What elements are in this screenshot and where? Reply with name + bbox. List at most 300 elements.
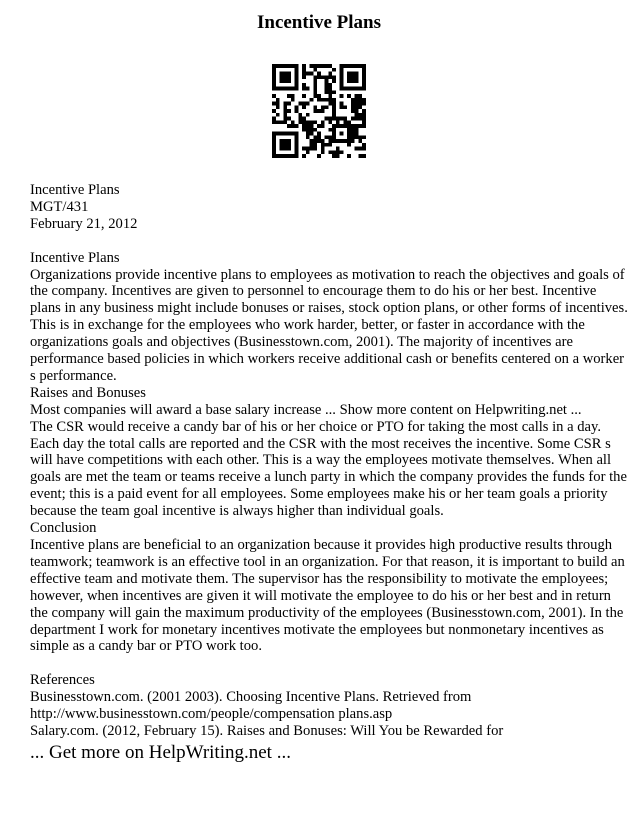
qr-module xyxy=(332,68,336,72)
qr-module xyxy=(283,143,287,147)
qr-module xyxy=(283,102,287,106)
qr-module xyxy=(325,117,329,121)
qr-module xyxy=(328,117,332,121)
header-line: Incentive Plans xyxy=(30,182,120,198)
qr-module xyxy=(287,132,291,136)
qr-module xyxy=(328,72,332,76)
qr-module xyxy=(287,109,291,113)
qr-module xyxy=(298,117,302,121)
qr-module xyxy=(310,120,314,124)
qr-module xyxy=(358,94,362,98)
qr-module xyxy=(351,135,355,139)
qr-module xyxy=(358,147,362,151)
qr-module xyxy=(328,139,332,143)
qr-module xyxy=(272,154,276,158)
qr-module xyxy=(332,139,336,143)
header-line: MGT/431 xyxy=(30,198,89,215)
qr-module xyxy=(291,132,295,136)
qr-module xyxy=(291,124,295,128)
qr-module xyxy=(313,87,317,91)
qr-module xyxy=(283,75,287,79)
qr-module xyxy=(328,83,332,87)
qr-module xyxy=(362,135,366,139)
qr-module xyxy=(358,139,362,143)
body-line: because the team goal incentive is always higher than individual goals. xyxy=(30,503,444,520)
qr-module xyxy=(287,139,291,143)
qr-module xyxy=(283,132,287,136)
qr-module xyxy=(276,98,280,102)
qr-module xyxy=(328,102,332,106)
qr-module xyxy=(355,79,359,83)
qr-module xyxy=(332,105,336,109)
qr-module xyxy=(313,120,317,124)
qr-module xyxy=(355,105,359,109)
body-line: effective team and motivate them. The supervisor has the responsibility to motivate the employees; xyxy=(30,570,609,587)
qr-module xyxy=(272,72,276,76)
qr-module xyxy=(332,128,336,132)
qr-module xyxy=(355,113,359,117)
qr-module xyxy=(295,75,299,79)
qr-module xyxy=(332,135,336,139)
qr-module xyxy=(272,150,276,154)
qr-module xyxy=(362,113,366,117)
qr-module xyxy=(347,64,351,68)
qr-module xyxy=(287,154,291,158)
qr-code-icon xyxy=(272,64,366,158)
qr-module xyxy=(351,79,355,83)
qr-module xyxy=(351,128,355,132)
qr-module xyxy=(295,154,299,158)
qr-module xyxy=(351,139,355,143)
qr-module xyxy=(325,75,329,79)
qr-module xyxy=(302,147,306,151)
qr-module xyxy=(340,132,344,136)
qr-module xyxy=(295,72,299,76)
qr-module xyxy=(306,124,310,128)
qr-module xyxy=(313,79,317,83)
qr-module xyxy=(321,98,325,102)
qr-module xyxy=(287,117,291,121)
body-line: simple as a candy bar or PTO work too. xyxy=(30,638,262,655)
qr-module xyxy=(362,102,366,106)
qr-module xyxy=(317,72,321,76)
qr-module xyxy=(272,75,276,79)
body-line: This is in exchange for the employees who work harder, better, or faster in accordance with the xyxy=(30,317,585,334)
qr-module xyxy=(362,72,366,76)
qr-module xyxy=(280,72,284,76)
qr-module xyxy=(280,79,284,83)
qr-module xyxy=(347,143,351,147)
qr-module xyxy=(317,139,321,143)
qr-module xyxy=(276,113,280,117)
qr-module xyxy=(347,132,351,136)
qr-module xyxy=(340,102,344,106)
body-line: plans in any business might include bonuses or raises, stock option plans, or other forms of incentives. xyxy=(30,300,628,317)
body-line: the company will gain the maximum productivity of the employees (Businesstown.com, 2001). In the xyxy=(30,604,624,621)
qr-module xyxy=(295,109,299,113)
qr-module xyxy=(313,90,317,94)
qr-module xyxy=(362,83,366,87)
qr-module xyxy=(313,75,317,79)
qr-module xyxy=(313,94,317,98)
qr-module xyxy=(340,72,344,76)
body-line: however, when incentives are given it will motivate the employee to do his or her best and in return xyxy=(30,587,611,604)
qr-module xyxy=(343,87,347,91)
qr-module xyxy=(347,124,351,128)
qr-module xyxy=(276,64,280,68)
qr-module xyxy=(283,109,287,113)
qr-module xyxy=(287,102,291,106)
qr-module xyxy=(340,117,344,121)
qr-module xyxy=(328,120,332,124)
qr-module xyxy=(351,109,355,113)
qr-module xyxy=(351,117,355,121)
qr-module xyxy=(317,124,321,128)
qr-module xyxy=(332,109,336,113)
qr-module xyxy=(358,102,362,106)
qr-module xyxy=(325,90,329,94)
qr-module xyxy=(291,64,295,68)
qr-module xyxy=(362,87,366,91)
qr-module xyxy=(362,68,366,72)
qr-module xyxy=(351,64,355,68)
qr-module xyxy=(313,143,317,147)
body-line: event; this is a paid event for all employees. Some employees make his or her team goals a priority xyxy=(30,486,608,503)
qr-module xyxy=(276,87,280,91)
body-line: Incentive plans are beneficial to an organization because it provides high productive results through xyxy=(30,537,613,554)
qr-module xyxy=(283,64,287,68)
qr-module xyxy=(340,150,344,154)
qr-module xyxy=(325,135,329,139)
qr-module xyxy=(310,64,314,68)
qr-module xyxy=(347,135,351,139)
qr-module xyxy=(340,105,344,109)
qr-module xyxy=(298,120,302,124)
qr-module xyxy=(321,143,325,147)
qr-module xyxy=(283,139,287,143)
qr-module xyxy=(295,132,299,136)
qr-module xyxy=(283,113,287,117)
qr-module xyxy=(295,68,299,72)
qr-module xyxy=(272,143,276,147)
qr-module xyxy=(302,64,306,68)
qr-module xyxy=(283,79,287,83)
qr-module xyxy=(283,117,287,121)
qr-module xyxy=(351,132,355,136)
qr-module xyxy=(355,94,359,98)
qr-module xyxy=(306,87,310,91)
qr-module xyxy=(298,113,302,117)
qr-module xyxy=(310,132,314,136)
qr-module xyxy=(317,154,321,158)
qr-module xyxy=(306,132,310,136)
qr-module xyxy=(347,87,351,91)
qr-module xyxy=(355,109,359,113)
qr-module xyxy=(313,135,317,139)
qr-module xyxy=(295,87,299,91)
qr-module xyxy=(287,79,291,83)
qr-module xyxy=(295,147,299,151)
qr-module xyxy=(280,132,284,136)
qr-module xyxy=(272,120,276,124)
qr-module xyxy=(321,120,325,124)
qr-module xyxy=(351,75,355,79)
qr-module xyxy=(355,117,359,121)
qr-module xyxy=(276,102,280,106)
paragraph-gap xyxy=(30,655,610,672)
qr-module xyxy=(272,87,276,91)
qr-module xyxy=(336,150,340,154)
qr-module xyxy=(302,105,306,109)
qr-module xyxy=(347,128,351,132)
qr-module xyxy=(351,87,355,91)
qr-module xyxy=(362,117,366,121)
qr-module xyxy=(280,143,284,147)
qr-module xyxy=(283,147,287,151)
qr-module xyxy=(272,83,276,87)
qr-module xyxy=(310,124,314,128)
body-line: teamwork; teamwork is an effective tool in an organization. For that reason, it is important to build an xyxy=(30,553,625,570)
qr-module xyxy=(313,83,317,87)
helpwriting-footer-link[interactable]: ... Get more on HelpWriting.net ... xyxy=(30,742,291,763)
qr-module xyxy=(343,105,347,109)
qr-module xyxy=(302,83,306,87)
qr-module xyxy=(310,98,314,102)
qr-module xyxy=(328,64,332,68)
qr-module xyxy=(306,135,310,139)
header-line: February 21, 2012 xyxy=(30,215,138,232)
reference-line: Salary.com. (2012, February 15). Raises and Bonuses: Will You be Rewarded for xyxy=(30,722,504,739)
qr-module xyxy=(317,109,321,113)
qr-module xyxy=(295,79,299,83)
body-line: goals are met the team or teams receive a lunch party in which the company provides the funds for the xyxy=(30,469,627,486)
qr-module xyxy=(317,135,321,139)
body-line: Raises and Bonuses xyxy=(30,384,146,401)
qr-module xyxy=(332,75,336,79)
qr-module xyxy=(310,143,314,147)
qr-module xyxy=(328,135,332,139)
qr-module xyxy=(287,94,291,98)
qr-module xyxy=(336,124,340,128)
qr-module xyxy=(332,124,336,128)
qr-module xyxy=(317,94,321,98)
qr-module xyxy=(302,87,306,91)
qr-module xyxy=(291,98,295,102)
qr-module xyxy=(295,143,299,147)
body-line: Each day the total calls are reported and the CSR with the most receives the incentive. Some CSR s xyxy=(30,435,611,452)
qr-module xyxy=(302,72,306,76)
qr-module xyxy=(291,87,295,91)
paragraph-gap xyxy=(30,233,610,250)
qr-module xyxy=(280,64,284,68)
qr-module xyxy=(358,87,362,91)
qr-module xyxy=(317,75,321,79)
qr-module xyxy=(358,135,362,139)
qr-module xyxy=(302,75,306,79)
qr-module xyxy=(280,87,284,91)
qr-module xyxy=(302,94,306,98)
qr-module xyxy=(355,98,359,102)
qr-module xyxy=(343,139,347,143)
qr-module xyxy=(340,139,344,143)
qr-module xyxy=(306,102,310,106)
qr-module xyxy=(332,154,336,158)
qr-module xyxy=(340,87,344,91)
qr-module xyxy=(310,139,314,143)
qr-module xyxy=(313,109,317,113)
body-line: Incentive Plans xyxy=(30,249,120,266)
qr-module xyxy=(287,143,291,147)
qr-module xyxy=(332,132,336,136)
qr-module xyxy=(347,94,351,98)
body-line: The CSR would receive a candy bar of his or her choice or PTO for taking the most calls in a day. xyxy=(30,418,602,435)
qr-module xyxy=(321,150,325,154)
qr-module xyxy=(302,120,306,124)
body-line: s performance. xyxy=(30,367,117,384)
qr-module xyxy=(328,150,332,154)
qr-module xyxy=(321,75,325,79)
qr-module xyxy=(317,132,321,136)
qr-module xyxy=(280,147,284,151)
qr-module xyxy=(347,120,351,124)
qr-module xyxy=(340,75,344,79)
qr-module xyxy=(317,98,321,102)
qr-module xyxy=(355,75,359,79)
qr-module xyxy=(276,120,280,124)
qr-module xyxy=(358,124,362,128)
qr-module xyxy=(355,102,359,106)
body-line: will have competitions with each other. This is a way the employees motivate themselves. When all xyxy=(30,452,612,469)
qr-module xyxy=(325,64,329,68)
qr-module xyxy=(358,154,362,158)
qr-module xyxy=(302,154,306,158)
qr-module xyxy=(336,139,340,143)
qr-module xyxy=(310,72,314,76)
qr-module xyxy=(358,98,362,102)
qr-module xyxy=(280,139,284,143)
qr-module xyxy=(332,117,336,121)
qr-module xyxy=(362,143,366,147)
qr-module xyxy=(283,105,287,109)
qr-module xyxy=(332,102,336,106)
qr-module xyxy=(347,75,351,79)
qr-module xyxy=(295,135,299,139)
qr-module xyxy=(287,147,291,151)
qr-module xyxy=(321,109,325,113)
qr-module xyxy=(328,128,332,132)
qr-module xyxy=(355,135,359,139)
qr-module xyxy=(343,120,347,124)
qr-module xyxy=(272,64,276,68)
qr-module xyxy=(336,154,340,158)
qr-module xyxy=(340,68,344,72)
qr-module xyxy=(328,143,332,147)
qr-module xyxy=(272,68,276,72)
qr-module xyxy=(276,154,280,158)
qr-module xyxy=(358,113,362,117)
qr-module xyxy=(355,132,359,136)
qr-module xyxy=(340,83,344,87)
qr-module xyxy=(272,139,276,143)
qr-module xyxy=(362,109,366,113)
qr-module xyxy=(310,128,314,132)
qr-module xyxy=(313,64,317,68)
qr-module xyxy=(328,98,332,102)
qr-module xyxy=(351,72,355,76)
qr-module xyxy=(351,98,355,102)
qr-module xyxy=(317,64,321,68)
qr-module xyxy=(306,113,310,117)
qr-module xyxy=(362,147,366,151)
qr-module xyxy=(351,105,355,109)
qr-module xyxy=(287,124,291,128)
qr-module xyxy=(287,72,291,76)
qr-module xyxy=(340,124,344,128)
qr-module xyxy=(306,72,310,76)
qr-module xyxy=(325,87,329,91)
qr-module xyxy=(358,117,362,121)
qr-module xyxy=(272,135,276,139)
qr-module xyxy=(347,79,351,83)
qr-module xyxy=(280,120,284,124)
qr-module xyxy=(291,154,295,158)
qr-module xyxy=(328,94,332,98)
qr-module xyxy=(310,147,314,151)
body-line: Organizations provide incentive plans to employees as motivation to reach the objectives and goals of xyxy=(30,266,625,283)
qr-module xyxy=(340,64,344,68)
qr-module xyxy=(355,72,359,76)
qr-module xyxy=(313,68,317,72)
qr-module xyxy=(362,154,366,158)
qr-module xyxy=(351,124,355,128)
qr-module xyxy=(362,64,366,68)
page-title: Incentive Plans xyxy=(256,12,382,33)
qr-module xyxy=(272,102,276,106)
qr-module xyxy=(313,147,317,151)
qr-module xyxy=(306,120,310,124)
qr-module xyxy=(295,139,299,143)
qr-module xyxy=(280,154,284,158)
qr-module xyxy=(355,128,359,132)
qr-module xyxy=(328,90,332,94)
qr-module xyxy=(313,105,317,109)
qr-module xyxy=(347,139,351,143)
body-line: performance based policies in which workers receive additional cash or benefits centered on a worker xyxy=(30,351,625,368)
qr-module xyxy=(302,102,306,106)
qr-module xyxy=(328,87,332,91)
qr-module xyxy=(272,94,276,98)
qr-module xyxy=(343,124,347,128)
qr-module xyxy=(332,90,336,94)
qr-module xyxy=(340,94,344,98)
qr-module xyxy=(272,132,276,136)
qr-module xyxy=(321,147,325,151)
qr-module xyxy=(355,147,359,151)
body-line: Most companies will award a base salary increase ... Show more content on Helpwriting.net ... xyxy=(30,401,582,418)
qr-module xyxy=(358,64,362,68)
qr-module xyxy=(283,120,287,124)
qr-module xyxy=(302,117,306,121)
qr-module xyxy=(283,154,287,158)
qr-module xyxy=(325,105,329,109)
essay-body xyxy=(30,249,628,656)
qr-module xyxy=(295,124,299,128)
qr-module xyxy=(272,147,276,151)
qr-module xyxy=(351,102,355,106)
qr-module xyxy=(272,117,276,121)
qr-module xyxy=(321,64,325,68)
qr-module xyxy=(336,147,340,151)
